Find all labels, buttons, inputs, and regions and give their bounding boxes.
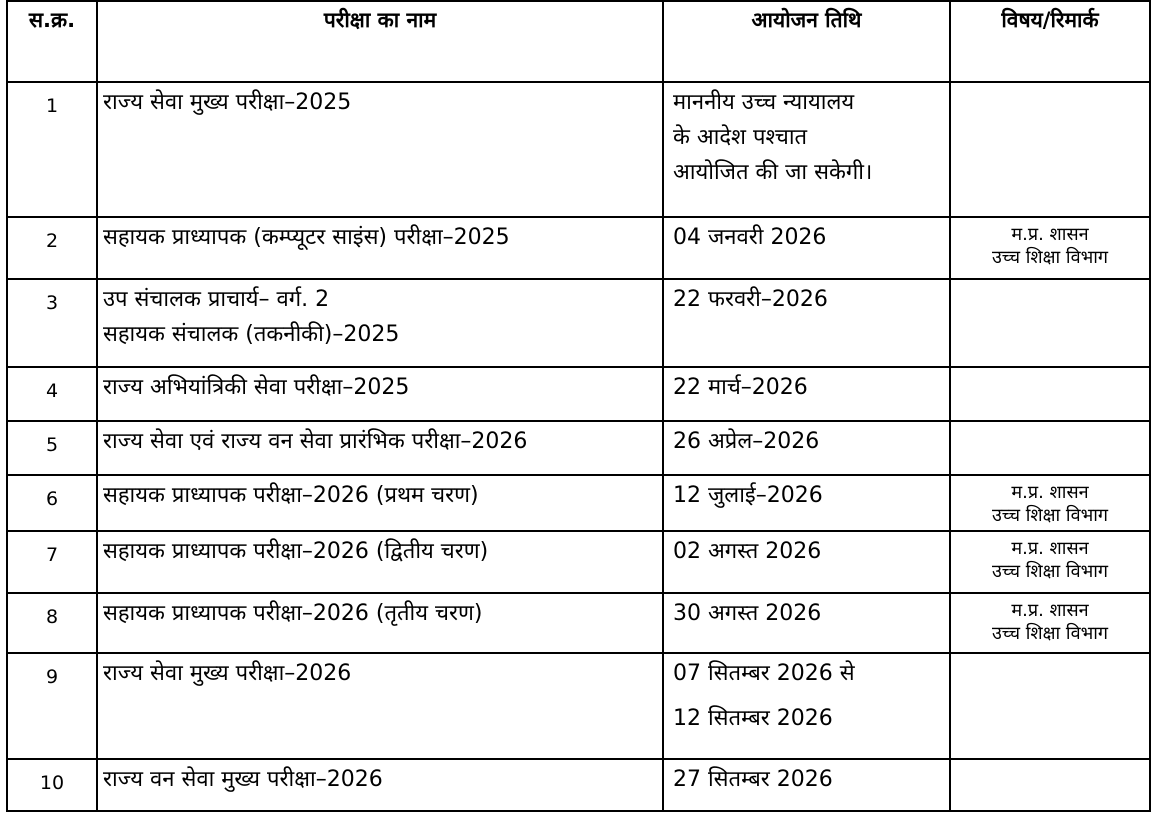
header-exam-date: आयोजन तिथि [663, 1, 950, 82]
header-exam-name: परीक्षा का नाम [97, 1, 663, 82]
exam-date-line: 22 मार्च–2026 [673, 375, 808, 400]
header-row [7, 1, 1150, 82]
exam-name-line: राज्य सेवा एवं राज्य वन सेवा प्रारंभिक परीक्षा–2026 [103, 429, 528, 454]
table-row [7, 759, 1150, 811]
serial-number: 6 [7, 475, 97, 531]
exam-date [663, 82, 950, 217]
table-row [7, 217, 1150, 279]
exam-name [97, 475, 663, 531]
exam-date-line: माननीय उच्च न्यायालय [673, 90, 855, 115]
remark [950, 421, 1150, 475]
exam-name [97, 82, 663, 217]
exam-date [663, 531, 950, 593]
exam-name-line: राज्य अभियांत्रिकी सेवा परीक्षा–2025 [103, 375, 410, 400]
exam-name [97, 421, 663, 475]
exam-date [663, 593, 950, 653]
serial-number: 5 [7, 421, 97, 475]
remark [950, 475, 1150, 531]
remark-line: म.प्र. शासन [1011, 482, 1089, 503]
exam-date-line: 27 सितम्बर 2026 [673, 767, 833, 792]
exam-name [97, 653, 663, 759]
header-serial: स.क्र. [7, 1, 97, 82]
exam-name [97, 217, 663, 279]
exam-schedule-table [6, 0, 1151, 812]
exam-name-line: राज्य सेवा मुख्य परीक्षा–2026 [103, 661, 352, 686]
exam-name-line: उप संचालक प्राचार्य– वर्ग. 2 [103, 287, 330, 312]
exam-name [97, 593, 663, 653]
remark [950, 759, 1150, 811]
serial-number: 2 [7, 217, 97, 279]
remark-line: उच्च शिक्षा विभाग [991, 247, 1109, 268]
serial-number: 9 [7, 653, 97, 759]
exam-date [663, 759, 950, 811]
exam-name [97, 279, 663, 367]
exam-date-line: 04 जनवरी 2026 [673, 225, 827, 250]
exam-name [97, 759, 663, 811]
table-row [7, 593, 1150, 653]
remark [950, 367, 1150, 421]
table-row [7, 367, 1150, 421]
table-row [7, 421, 1150, 475]
exam-date-line: 12 जुलाई–2026 [673, 483, 823, 508]
remark [950, 82, 1150, 217]
exam-date [663, 421, 950, 475]
remark-line: म.प्र. शासन [1011, 224, 1089, 245]
serial-number: 10 [7, 759, 97, 811]
remark-line: म.प्र. शासन [1011, 600, 1089, 621]
exam-date-line: 30 अगस्त 2026 [673, 601, 822, 626]
exam-name-line: सहायक प्राध्यापक परीक्षा–2026 (प्रथम चरण) [103, 483, 479, 508]
serial-number: 7 [7, 531, 97, 593]
exam-date-line: 02 अगस्त 2026 [673, 539, 822, 564]
exam-date-line: 12 सितम्बर 2026 [673, 706, 833, 731]
exam-date-line: 26 अप्रेल–2026 [673, 429, 820, 454]
serial-number: 8 [7, 593, 97, 653]
exam-name [97, 531, 663, 593]
exam-name-line: राज्य वन सेवा मुख्य परीक्षा–2026 [103, 767, 383, 792]
remark [950, 279, 1150, 367]
exam-name-line: राज्य सेवा मुख्य परीक्षा–2025 [103, 90, 352, 115]
table-row [7, 653, 1150, 759]
exam-date-line: आयोजित की जा सकेगी। [673, 160, 873, 185]
table-row [7, 475, 1150, 531]
exam-date [663, 653, 950, 759]
remark-line: उच्च शिक्षा विभाग [991, 505, 1109, 526]
header-remark: विषय/रिमार्क [950, 1, 1150, 82]
remark [950, 217, 1150, 279]
exam-date [663, 217, 950, 279]
exam-name-line: सहायक संचालक (तकनीकी)–2025 [103, 322, 400, 347]
remark-line: उच्च शिक्षा विभाग [991, 561, 1109, 582]
exam-name-line: सहायक प्राध्यापक परीक्षा–2026 (द्वितीय चरण) [103, 539, 489, 564]
table-row [7, 82, 1150, 217]
serial-number: 4 [7, 367, 97, 421]
serial-number: 1 [7, 82, 97, 217]
exam-date [663, 279, 950, 367]
exam-date [663, 367, 950, 421]
exam-date-line: के आदेश पश्चात [673, 125, 808, 150]
exam-name-line: सहायक प्राध्यापक परीक्षा–2026 (तृतीय चरण) [103, 601, 483, 626]
remark [950, 531, 1150, 593]
remark-line: उच्च शिक्षा विभाग [991, 623, 1109, 644]
exam-name-line: सहायक प्राध्यापक (कम्प्यूटर साइंस) परीक्षा–2025 [103, 225, 510, 250]
exam-date-line: 22 फरवरी–2026 [673, 287, 828, 312]
exam-name [97, 367, 663, 421]
table-row [7, 279, 1150, 367]
table-row [7, 531, 1150, 593]
serial-number: 3 [7, 279, 97, 367]
exam-date [663, 475, 950, 531]
remark [950, 653, 1150, 759]
exam-date-line: 07 सितम्बर 2026 से [673, 661, 855, 686]
remark [950, 593, 1150, 653]
remark-line: म.प्र. शासन [1011, 538, 1089, 559]
